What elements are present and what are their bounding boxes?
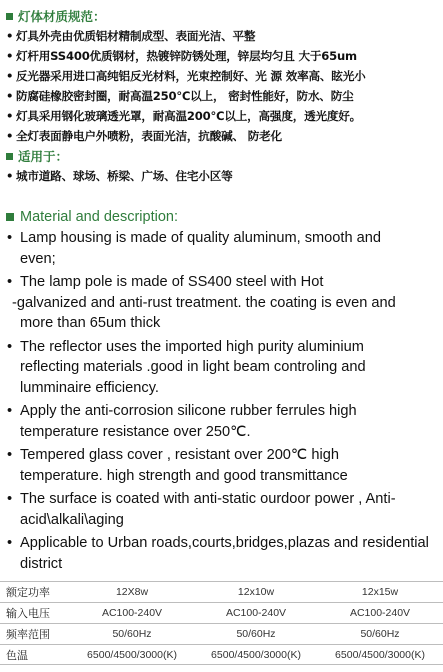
chinese-spec-section — [6, 6, 440, 186]
bullet-icon: • — [7, 491, 13, 507]
table-cell: 6500/4500/3000(K) — [87, 648, 177, 661]
square-bullet-icon — [6, 213, 14, 221]
table-cell: 50/60Hz — [360, 628, 400, 640]
table-cell: 50/60Hz — [236, 628, 276, 640]
table-row — [0, 623, 443, 644]
cn-spec-line: • 灯杆用SS400优质钢材，热镀锌防锈处理，锌层均匀且 大于65um — [6, 49, 357, 63]
table-cell: 6500/4500/3000(K) — [211, 648, 301, 661]
square-bullet-icon — [6, 13, 13, 20]
bullet-icon: • — [7, 403, 13, 419]
cn-heading-text: 灯体材质规范： — [18, 9, 106, 24]
english-spec-section — [6, 206, 440, 577]
en-spec-item: • Applicable to Urban roads,courts,bridges,plazas and residential district — [7, 535, 429, 572]
table-row — [0, 602, 443, 623]
table-row — [0, 581, 443, 602]
bullet-icon: • — [7, 230, 13, 246]
en-heading-text: Material and description: — [20, 209, 178, 225]
square-bullet-icon — [6, 153, 13, 160]
table-cell: AC100-240V — [225, 607, 287, 619]
cn-app-heading-text: 适用于： — [18, 149, 69, 164]
row-label: 色温 — [6, 648, 28, 662]
en-spec-item: • The surface is coated with anti-static ourdoor power , Anti- acid\alkali\aging — [7, 491, 396, 528]
bullet-icon: • — [7, 274, 13, 290]
cn-spec-line: • 反光器采用进口高纯铝反光材料，光束控制好、光 源 效率高、眩光小 — [6, 69, 366, 83]
bullet-icon: • — [7, 338, 13, 355]
en-spec-item: • Lamp housing is made of quality aluminum, smooth and even; — [7, 230, 381, 267]
table-cell: 50/60Hz — [112, 628, 152, 640]
cn-spec-line: • 灯具采用钢化玻璃透光罩，耐高温200℃以上，高强度，透光度好。 — [6, 109, 362, 123]
bullet-icon: • — [7, 447, 13, 463]
en-spec-item: • The lamp pole is made of SS400 steel with Hot -galvanized and anti-rust treatment. the coating is even and more than 65um thick — [7, 274, 396, 331]
table-cell: 12X8w — [115, 586, 149, 598]
spec-table — [0, 581, 443, 665]
en-material-heading — [6, 206, 440, 228]
bullet-icon: • — [7, 535, 13, 551]
row-label: 输入电压 — [6, 607, 50, 620]
cn-spec-line: • 灯具外壳由优质铝材精制成型、表面光洁、平整 — [6, 29, 256, 43]
table-cell: AC100-240V — [349, 607, 411, 619]
cn-spec-line: • 全灯表面静电户外喷粉，表面光洁，抗酸碱、 防老化 — [6, 129, 282, 143]
table-cell: 12x15w — [361, 586, 399, 598]
row-label: 额定功率 — [6, 586, 50, 599]
cn-material-heading — [6, 6, 440, 26]
row-label: 频率范围 — [6, 628, 50, 641]
en-spec-item: • Apply the anti-corrosion silicone rubber ferrules high temperature resistance over 250℃. — [7, 403, 357, 440]
table-row — [0, 644, 443, 665]
cn-application-line: • 城市道路、球场、桥梁、广场、住宅小区等 — [6, 169, 233, 183]
cn-spec-line: • 防腐硅橡胶密封圈，耐高温250℃以上， 密封性能好，防水、防尘 — [6, 89, 354, 103]
en-spec-item: • Tempered glass cover , resistant over 200℃ high temperature. high strength and good transmittance — [7, 447, 348, 484]
table-cell: 12x10w — [237, 586, 275, 598]
cn-application-heading — [6, 146, 440, 166]
table-cell: AC100-240V — [101, 607, 163, 619]
en-spec-item: • The reflector uses the imported high purity aluminium reflecting materials .good in light beam controling and lumminaire efficiency. — [7, 338, 366, 396]
table-cell: 6500/4500/3000(K) — [335, 648, 425, 661]
